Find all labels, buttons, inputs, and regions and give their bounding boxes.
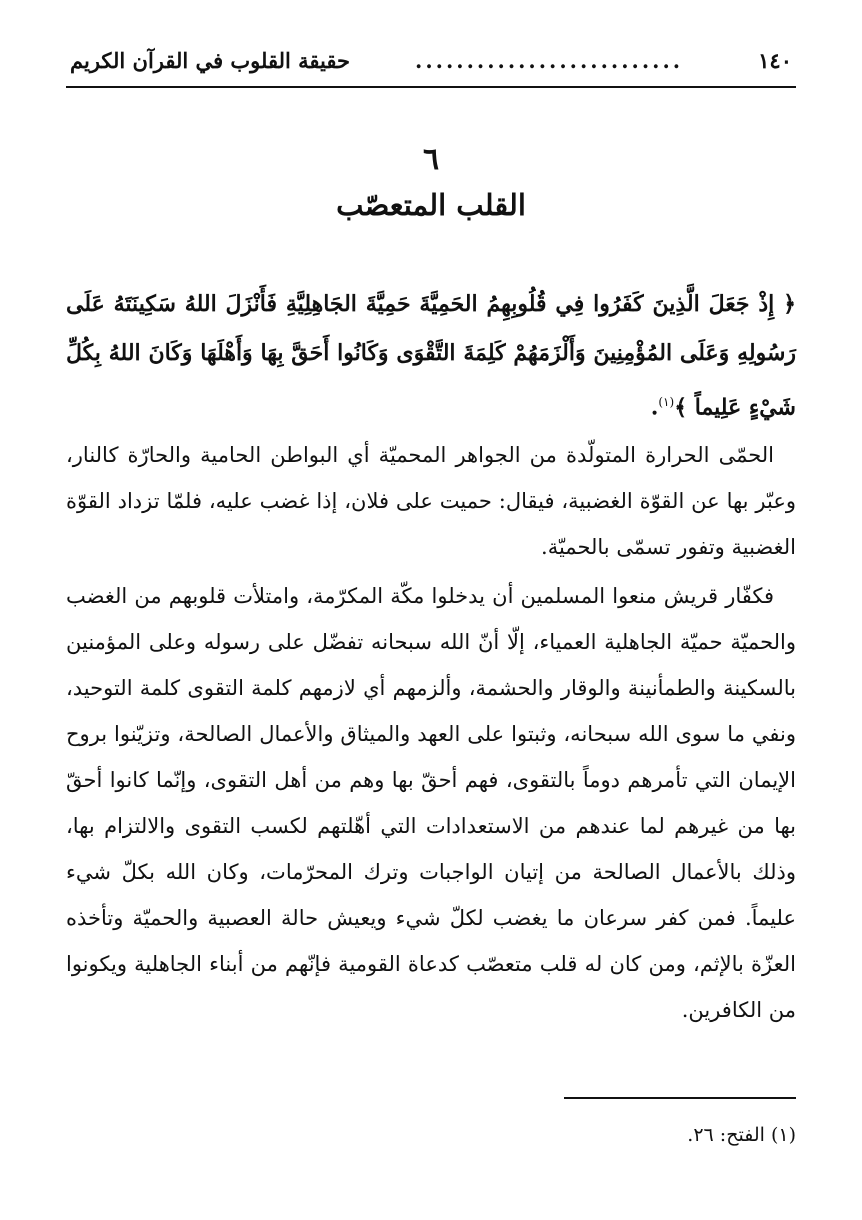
footnote	[296, 1124, 796, 1146]
verse-end: .	[650, 394, 659, 421]
footnote-rule	[564, 1097, 796, 1099]
paragraph: فكفّار قريش منعوا المسلمين أن يدخلوا مكّة المكرّمة، وامتلأت قلوبهم من الغضب والحميّة حميّة الجاهلية العمياء، إلّا أنّ الله سبحانه تفضّل على رسوله وعلى المؤمنين بالسكينة والطمأنينة والوقار والحشمة، وألزمهم أي لازمهم كلمة التقوى كلمة التوحيد، ونفي ما سوى الله سبحانه، وثبتوا على العهد والميثاق والأعمال الصالحة، وتزيّنوا بروح الإيمان التي تأمرهم دوماً بالتقوى، فهم أحقّ بها وهم من أهل التقوى، وإنّما كانوا أحقّ بها من غيرهم لما عندهم من الاستعدادات التي أهّلتهم لكسب التقوى والالتزام بها، وذلك بالأعمال الصالحة من إتيان الواجبات وترك المحرّمات، وكان الله بكلّ شيء عليماً. فمن كفر سرعان ما يغضب لكلّ شيء ويعيش حالة العصبية والحميّة وتأخذه العزّة بالإثم، ومن كان له قلب متعصّب كدعاة القومية فإنّهم من أبناء الجاهلية ويكونوا من الكافرين.	[66, 584, 796, 1022]
verse-open-bracket: ﴿	[783, 291, 796, 317]
book-title: حقيقة القلوب في القرآن الكريم	[70, 47, 350, 73]
verse-footnote-ref: (١)	[658, 395, 675, 409]
verse-text: إِذْ جَعَلَ الَّذِينَ كَفَرُوا فِي قُلُوبِهِمُ الحَمِيَّةَ حَمِيَّةَ الجَاهِلِيَّةِ فَأَنْزَلَ اللهُ سَكِينَتَهُ عَلَى رَسُولِهِ وَعَلَى المُؤْمِنِينَ وَأَلْزَمَهُمْ كَلِمَةَ التَّقْوَى وَكَانُوا أَحَقَّ بِهَا وَأَهْلَهَا وَكَانَ اللهُ بِكُلِّ شَيْءٍ عَلِيماً	[66, 291, 796, 421]
footnote-marker: (١)	[770, 1124, 796, 1146]
page-number: ١٤٠	[758, 47, 792, 73]
header-rule	[66, 86, 796, 88]
quran-verse	[66, 280, 796, 432]
dot-leader: ..........................	[415, 47, 684, 73]
chapter-title: القلب المتعصّب	[336, 188, 526, 222]
paragraph: الحمّى الحرارة المتولّدة من الجواهر المحميّة أي البواطن الحامية والحارّة كالنار، وعبّر بها عن القوّة الغضبية، فيقال: حميت على فلان، إذا غضب عليه، فلمّا تزداد القوّة الغضبية وتفور تسمّى بالحميّة.	[66, 443, 796, 559]
chapter-number: ٦	[422, 142, 440, 177]
body-text	[66, 432, 796, 1036]
running-head	[70, 40, 792, 80]
footnote-text: الفتح: ٢٦.	[687, 1124, 765, 1146]
verse-close-bracket: ﴾	[674, 394, 688, 421]
